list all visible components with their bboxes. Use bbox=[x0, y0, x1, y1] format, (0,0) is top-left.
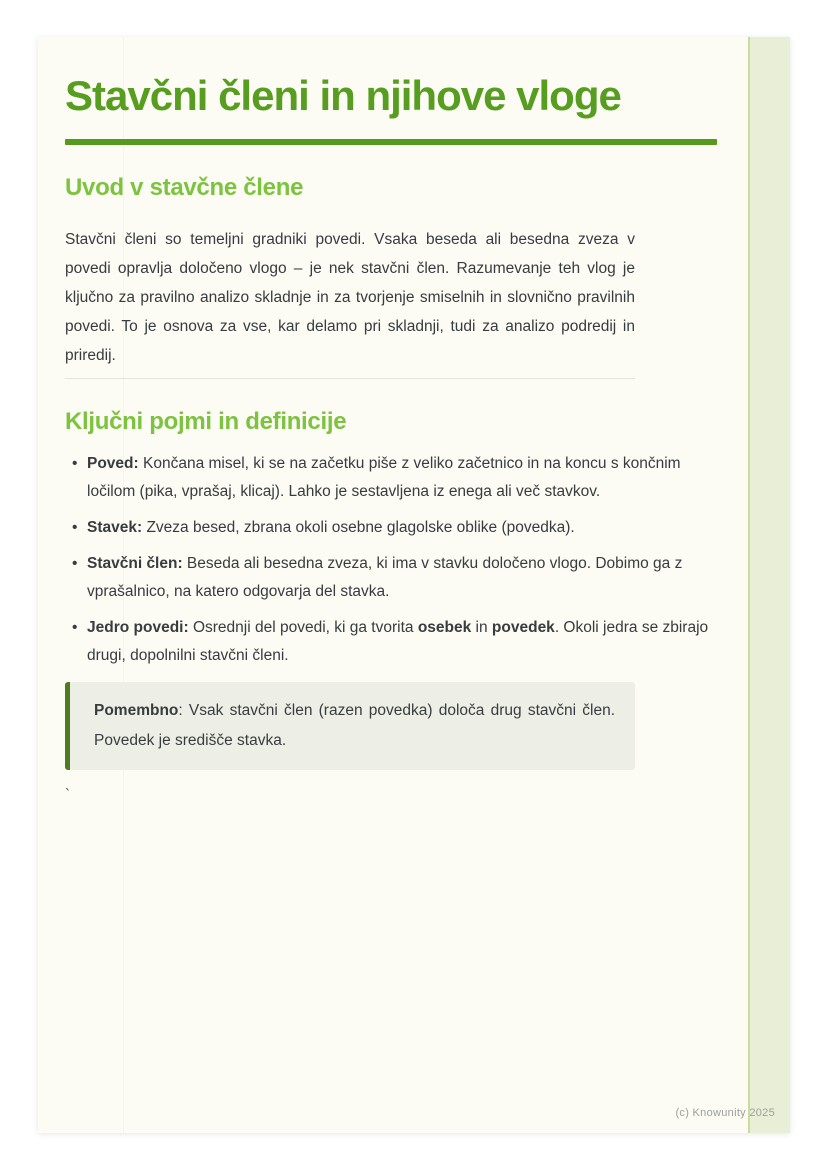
bullet-icon: • bbox=[72, 618, 78, 636]
list-item bbox=[65, 614, 715, 670]
term-definition-emphasis: osebek bbox=[417, 618, 472, 636]
list-item bbox=[65, 550, 715, 606]
term-definition-emphasis: povedek bbox=[491, 618, 555, 636]
term-label: Stavek: bbox=[87, 518, 143, 536]
term-label: Stavčni člen: bbox=[87, 554, 183, 572]
bullet-icon: • bbox=[72, 554, 78, 572]
section-divider bbox=[65, 378, 635, 379]
bullet-icon: • bbox=[72, 454, 78, 472]
key-terms-list bbox=[65, 450, 715, 670]
term-label: Poved: bbox=[87, 454, 139, 472]
title-underline bbox=[65, 139, 717, 145]
bullet-icon: • bbox=[72, 518, 78, 536]
stray-backtick: ` bbox=[65, 785, 70, 803]
section-heading-key-terms: Ključni pojmi in definicije bbox=[65, 408, 347, 436]
footer-copyright: (c) Knowunity 2025 bbox=[675, 1107, 775, 1119]
term-definition: Končana misel, ki se na začetku piše z veliko začetnico in na koncu s končnim ločilom (pika, vprašaj, klicaj). Lahko je sestavljena iz enega ali več stavkov. bbox=[87, 454, 681, 500]
accent-stripe bbox=[748, 37, 790, 1133]
page-content bbox=[65, 37, 717, 803]
list-item bbox=[65, 514, 715, 542]
term-definition: Zveza besed, zbrana okoli osebne glagolske oblike (povedka). bbox=[142, 518, 575, 536]
list-item bbox=[65, 450, 715, 506]
section-heading-intro: Uvod v stavčne člene bbox=[65, 174, 304, 201]
term-definition: Osrednji del povedi, ki ga tvorita bbox=[188, 618, 418, 636]
intro-paragraph: Stavčni členi so temeljni gradniki povedi. Vsaka beseda ali besedna zveza v povedi opravlja določeno vlogo – je nek stavčni člen. Razumevanje teh vlog je ključno za pravilno analizo skladnje in za tvorjenje smiselnih in slovnično pravilnih povedi. To je osnova za vse, kar delamo pri skladnji, tudi za analizo podredij in priredij. bbox=[65, 231, 635, 365]
callout-text: : Vsak stavčni člen (razen povedka) določa drug stavčni člen. Povedek je središče stavka. bbox=[94, 701, 615, 749]
callout-box bbox=[65, 682, 635, 770]
document-page bbox=[38, 37, 790, 1133]
page-title: Stavčni členi in njihove vloge bbox=[65, 72, 621, 119]
term-label: Jedro povedi: bbox=[87, 618, 189, 636]
term-definition: Beseda ali besedna zveza, ki ima v stavku določeno vlogo. Dobimo ga z vprašalnico, na katero odgovarja del stavka. bbox=[87, 554, 683, 600]
term-definition: . Okoli jedra se zbirajo drugi, dopolnilni stavčni členi. bbox=[87, 618, 709, 664]
callout-lead: Pomembno bbox=[94, 701, 179, 719]
term-definition: in bbox=[471, 618, 492, 636]
